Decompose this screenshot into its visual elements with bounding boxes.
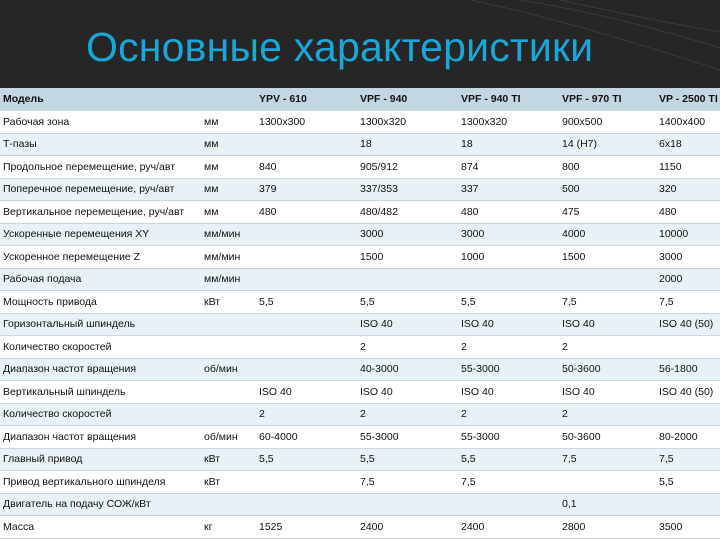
cell-ypv-610: 5,5 bbox=[255, 448, 356, 471]
cell-parameter: Диапазон частот вращения bbox=[0, 426, 200, 449]
cell-vpf-940: 337/353 bbox=[356, 178, 457, 201]
cell-vpf-940-ti: 337 bbox=[457, 178, 558, 201]
cell-vpf-970-ti: 900x500 bbox=[558, 111, 655, 134]
cell-vpf-970-ti: ISO 40 bbox=[558, 381, 655, 404]
cell-unit: кВт bbox=[200, 448, 255, 471]
table-row bbox=[0, 246, 720, 269]
cell-vpf-940: 1500 bbox=[356, 246, 457, 269]
cell-vpf-940: 2 bbox=[356, 403, 457, 426]
cell-vpf-940-ti: ISO 40 bbox=[457, 313, 558, 336]
cell-parameter: Мощность привода bbox=[0, 291, 200, 314]
cell-ypv-610: 1300x300 bbox=[255, 111, 356, 134]
cell-unit: мм/мин bbox=[200, 246, 255, 269]
cell-vp-2500-ti: ISO 40 (50) bbox=[655, 381, 720, 404]
table-row bbox=[0, 111, 720, 134]
cell-ypv-610: 480 bbox=[255, 201, 356, 224]
cell-unit: об/мин bbox=[200, 426, 255, 449]
header-cell-unit bbox=[200, 88, 255, 111]
cell-unit: мм/мин bbox=[200, 223, 255, 246]
cell-vpf-970-ti: 50-3600 bbox=[558, 358, 655, 381]
cell-vpf-940: 5,5 bbox=[356, 291, 457, 314]
header-cell-vpf-940: VPF - 940 bbox=[356, 88, 457, 111]
table-row bbox=[0, 201, 720, 224]
cell-vp-2500-ti: 2000 bbox=[655, 268, 720, 291]
cell-vpf-940-ti: 5,5 bbox=[457, 448, 558, 471]
cell-ypv-610 bbox=[255, 246, 356, 269]
cell-parameter: Главный привод bbox=[0, 448, 200, 471]
cell-unit bbox=[200, 336, 255, 359]
cell-vpf-970-ti bbox=[558, 268, 655, 291]
table-header-row bbox=[0, 88, 720, 111]
cell-vp-2500-ti bbox=[655, 336, 720, 359]
header-cell-vpf-940-ti: VPF - 940 TI bbox=[457, 88, 558, 111]
cell-vpf-940: 3000 bbox=[356, 223, 457, 246]
cell-vpf-940-ti: 2 bbox=[457, 336, 558, 359]
cell-ypv-610 bbox=[255, 133, 356, 156]
cell-vpf-940-ti bbox=[457, 493, 558, 516]
cell-unit bbox=[200, 381, 255, 404]
cell-vpf-970-ti: 800 bbox=[558, 156, 655, 179]
cell-vpf-940: ISO 40 bbox=[356, 313, 457, 336]
cell-vpf-970-ti: ISO 40 bbox=[558, 313, 655, 336]
cell-parameter: Вертикальный шпиндель bbox=[0, 381, 200, 404]
cell-unit bbox=[200, 313, 255, 336]
cell-vpf-940: 40-3000 bbox=[356, 358, 457, 381]
table-row bbox=[0, 381, 720, 404]
cell-vpf-970-ti: 2 bbox=[558, 336, 655, 359]
cell-vpf-940-ti: 480 bbox=[457, 201, 558, 224]
cell-parameter: Вертикальное перемещение, руч/авт bbox=[0, 201, 200, 224]
slide-title: Основные характеристики bbox=[86, 24, 594, 70]
cell-vpf-970-ti: 7,5 bbox=[558, 448, 655, 471]
cell-ypv-610: 840 bbox=[255, 156, 356, 179]
cell-vpf-970-ti: 7,5 bbox=[558, 291, 655, 314]
table-row bbox=[0, 471, 720, 494]
cell-vp-2500-ti: ISO 40 (50) bbox=[655, 313, 720, 336]
cell-vpf-940 bbox=[356, 268, 457, 291]
cell-ypv-610 bbox=[255, 336, 356, 359]
cell-vpf-970-ti: 1500 bbox=[558, 246, 655, 269]
cell-parameter: Рабочая зона bbox=[0, 111, 200, 134]
cell-ypv-610 bbox=[255, 493, 356, 516]
cell-vpf-940-ti: 3000 bbox=[457, 223, 558, 246]
cell-vpf-940-ti: 874 bbox=[457, 156, 558, 179]
spec-table bbox=[0, 88, 720, 540]
cell-ypv-610: ISO 40 bbox=[255, 381, 356, 404]
cell-parameter: Количество скоростей bbox=[0, 403, 200, 426]
cell-parameter: Продольное перемещение, руч/авт bbox=[0, 156, 200, 179]
cell-vpf-970-ti: 2 bbox=[558, 403, 655, 426]
cell-vpf-940-ti: 55-3000 bbox=[457, 358, 558, 381]
cell-unit: мм bbox=[200, 111, 255, 134]
cell-vp-2500-ti: 10000 bbox=[655, 223, 720, 246]
cell-vpf-940: 55-3000 bbox=[356, 426, 457, 449]
cell-unit bbox=[200, 493, 255, 516]
cell-unit: кг bbox=[200, 516, 255, 539]
cell-ypv-610 bbox=[255, 313, 356, 336]
table-row bbox=[0, 156, 720, 179]
cell-ypv-610: 379 bbox=[255, 178, 356, 201]
cell-unit: мм bbox=[200, 178, 255, 201]
table-row bbox=[0, 268, 720, 291]
cell-ypv-610 bbox=[255, 223, 356, 246]
cell-ypv-610: 5,5 bbox=[255, 291, 356, 314]
cell-vp-2500-ti: 6x18 bbox=[655, 133, 720, 156]
table-row bbox=[0, 336, 720, 359]
table-row bbox=[0, 223, 720, 246]
cell-ypv-610: 1525 bbox=[255, 516, 356, 539]
cell-vp-2500-ti: 80-2000 bbox=[655, 426, 720, 449]
cell-unit: мм bbox=[200, 133, 255, 156]
table-row bbox=[0, 426, 720, 449]
cell-vp-2500-ti bbox=[655, 493, 720, 516]
cell-parameter: Поперечное перемещение, руч/авт bbox=[0, 178, 200, 201]
cell-vpf-940: 1300x320 bbox=[356, 111, 457, 134]
cell-vpf-970-ti: 14 (H7) bbox=[558, 133, 655, 156]
cell-vpf-940-ti: 18 bbox=[457, 133, 558, 156]
cell-ypv-610 bbox=[255, 268, 356, 291]
cell-parameter: Диапазон частот вращения bbox=[0, 358, 200, 381]
header-cell-parameter: Модель bbox=[0, 88, 200, 111]
cell-vpf-940-ti: 55-3000 bbox=[457, 426, 558, 449]
cell-vpf-940: ISO 40 bbox=[356, 381, 457, 404]
table-row bbox=[0, 403, 720, 426]
table-row bbox=[0, 291, 720, 314]
cell-unit: мм bbox=[200, 156, 255, 179]
cell-vp-2500-ti: 7,5 bbox=[655, 291, 720, 314]
cell-parameter: Двигатель на подачу СОЖ/кВт bbox=[0, 493, 200, 516]
cell-vpf-940-ti: 2 bbox=[457, 403, 558, 426]
table-row bbox=[0, 178, 720, 201]
cell-vpf-970-ti: 50-3600 bbox=[558, 426, 655, 449]
cell-vpf-970-ti: 2800 bbox=[558, 516, 655, 539]
cell-vpf-940-ti bbox=[457, 268, 558, 291]
header-cell-vp-2500-ti: VP - 2500 TI bbox=[655, 88, 720, 111]
cell-unit: мм/мин bbox=[200, 268, 255, 291]
cell-vpf-940-ti: 7,5 bbox=[457, 471, 558, 494]
cell-parameter: Рабочая подача bbox=[0, 268, 200, 291]
cell-ypv-610: 60-4000 bbox=[255, 426, 356, 449]
cell-unit: кВт bbox=[200, 291, 255, 314]
cell-unit: об/мин bbox=[200, 358, 255, 381]
cell-vp-2500-ti: 1400x400 bbox=[655, 111, 720, 134]
cell-vpf-970-ti: 4000 bbox=[558, 223, 655, 246]
cell-parameter: Ускоренные перемещения XY bbox=[0, 223, 200, 246]
cell-unit bbox=[200, 403, 255, 426]
cell-vpf-940-ti: 5,5 bbox=[457, 291, 558, 314]
cell-vp-2500-ti: 480 bbox=[655, 201, 720, 224]
cell-vpf-940-ti: 1300x320 bbox=[457, 111, 558, 134]
table-row bbox=[0, 516, 720, 539]
cell-unit: кВт bbox=[200, 471, 255, 494]
cell-unit: мм bbox=[200, 201, 255, 224]
cell-ypv-610 bbox=[255, 471, 356, 494]
cell-vpf-970-ti: 0,1 bbox=[558, 493, 655, 516]
cell-parameter: Привод вертикального шпинделя bbox=[0, 471, 200, 494]
cell-vp-2500-ti bbox=[655, 403, 720, 426]
cell-vpf-940: 905/912 bbox=[356, 156, 457, 179]
cell-parameter: Количество скоростей bbox=[0, 336, 200, 359]
cell-vp-2500-ti: 1150 bbox=[655, 156, 720, 179]
table-row bbox=[0, 313, 720, 336]
cell-parameter: Масса bbox=[0, 516, 200, 539]
cell-vp-2500-ti: 5,5 bbox=[655, 471, 720, 494]
cell-vp-2500-ti: 3000 bbox=[655, 246, 720, 269]
cell-vpf-940: 18 bbox=[356, 133, 457, 156]
cell-vpf-940-ti: ISO 40 bbox=[457, 381, 558, 404]
table-row bbox=[0, 358, 720, 381]
cell-ypv-610 bbox=[255, 358, 356, 381]
cell-vpf-940 bbox=[356, 493, 457, 516]
header-cell-ypv-610: YPV - 610 bbox=[255, 88, 356, 111]
cell-ypv-610: 2 bbox=[255, 403, 356, 426]
cell-parameter: Ускоренное перемещение Z bbox=[0, 246, 200, 269]
cell-parameter: Горизонтальный шпиндель bbox=[0, 313, 200, 336]
cell-vpf-940: 7,5 bbox=[356, 471, 457, 494]
cell-vp-2500-ti: 7,5 bbox=[655, 448, 720, 471]
cell-vpf-970-ti bbox=[558, 471, 655, 494]
cell-vpf-940: 2 bbox=[356, 336, 457, 359]
cell-parameter: Т-пазы bbox=[0, 133, 200, 156]
cell-vpf-940: 480/482 bbox=[356, 201, 457, 224]
cell-vp-2500-ti: 3500 bbox=[655, 516, 720, 539]
cell-vp-2500-ti: 320 bbox=[655, 178, 720, 201]
cell-vpf-940: 5,5 bbox=[356, 448, 457, 471]
table-row bbox=[0, 133, 720, 156]
header-cell-vpf-970-ti: VPF - 970 TI bbox=[558, 88, 655, 111]
cell-vpf-940-ti: 1000 bbox=[457, 246, 558, 269]
cell-vpf-970-ti: 500 bbox=[558, 178, 655, 201]
cell-vpf-940: 2400 bbox=[356, 516, 457, 539]
cell-vp-2500-ti: 56-1800 bbox=[655, 358, 720, 381]
cell-vpf-940-ti: 2400 bbox=[457, 516, 558, 539]
cell-vpf-970-ti: 475 bbox=[558, 201, 655, 224]
table-row bbox=[0, 448, 720, 471]
table-row bbox=[0, 493, 720, 516]
